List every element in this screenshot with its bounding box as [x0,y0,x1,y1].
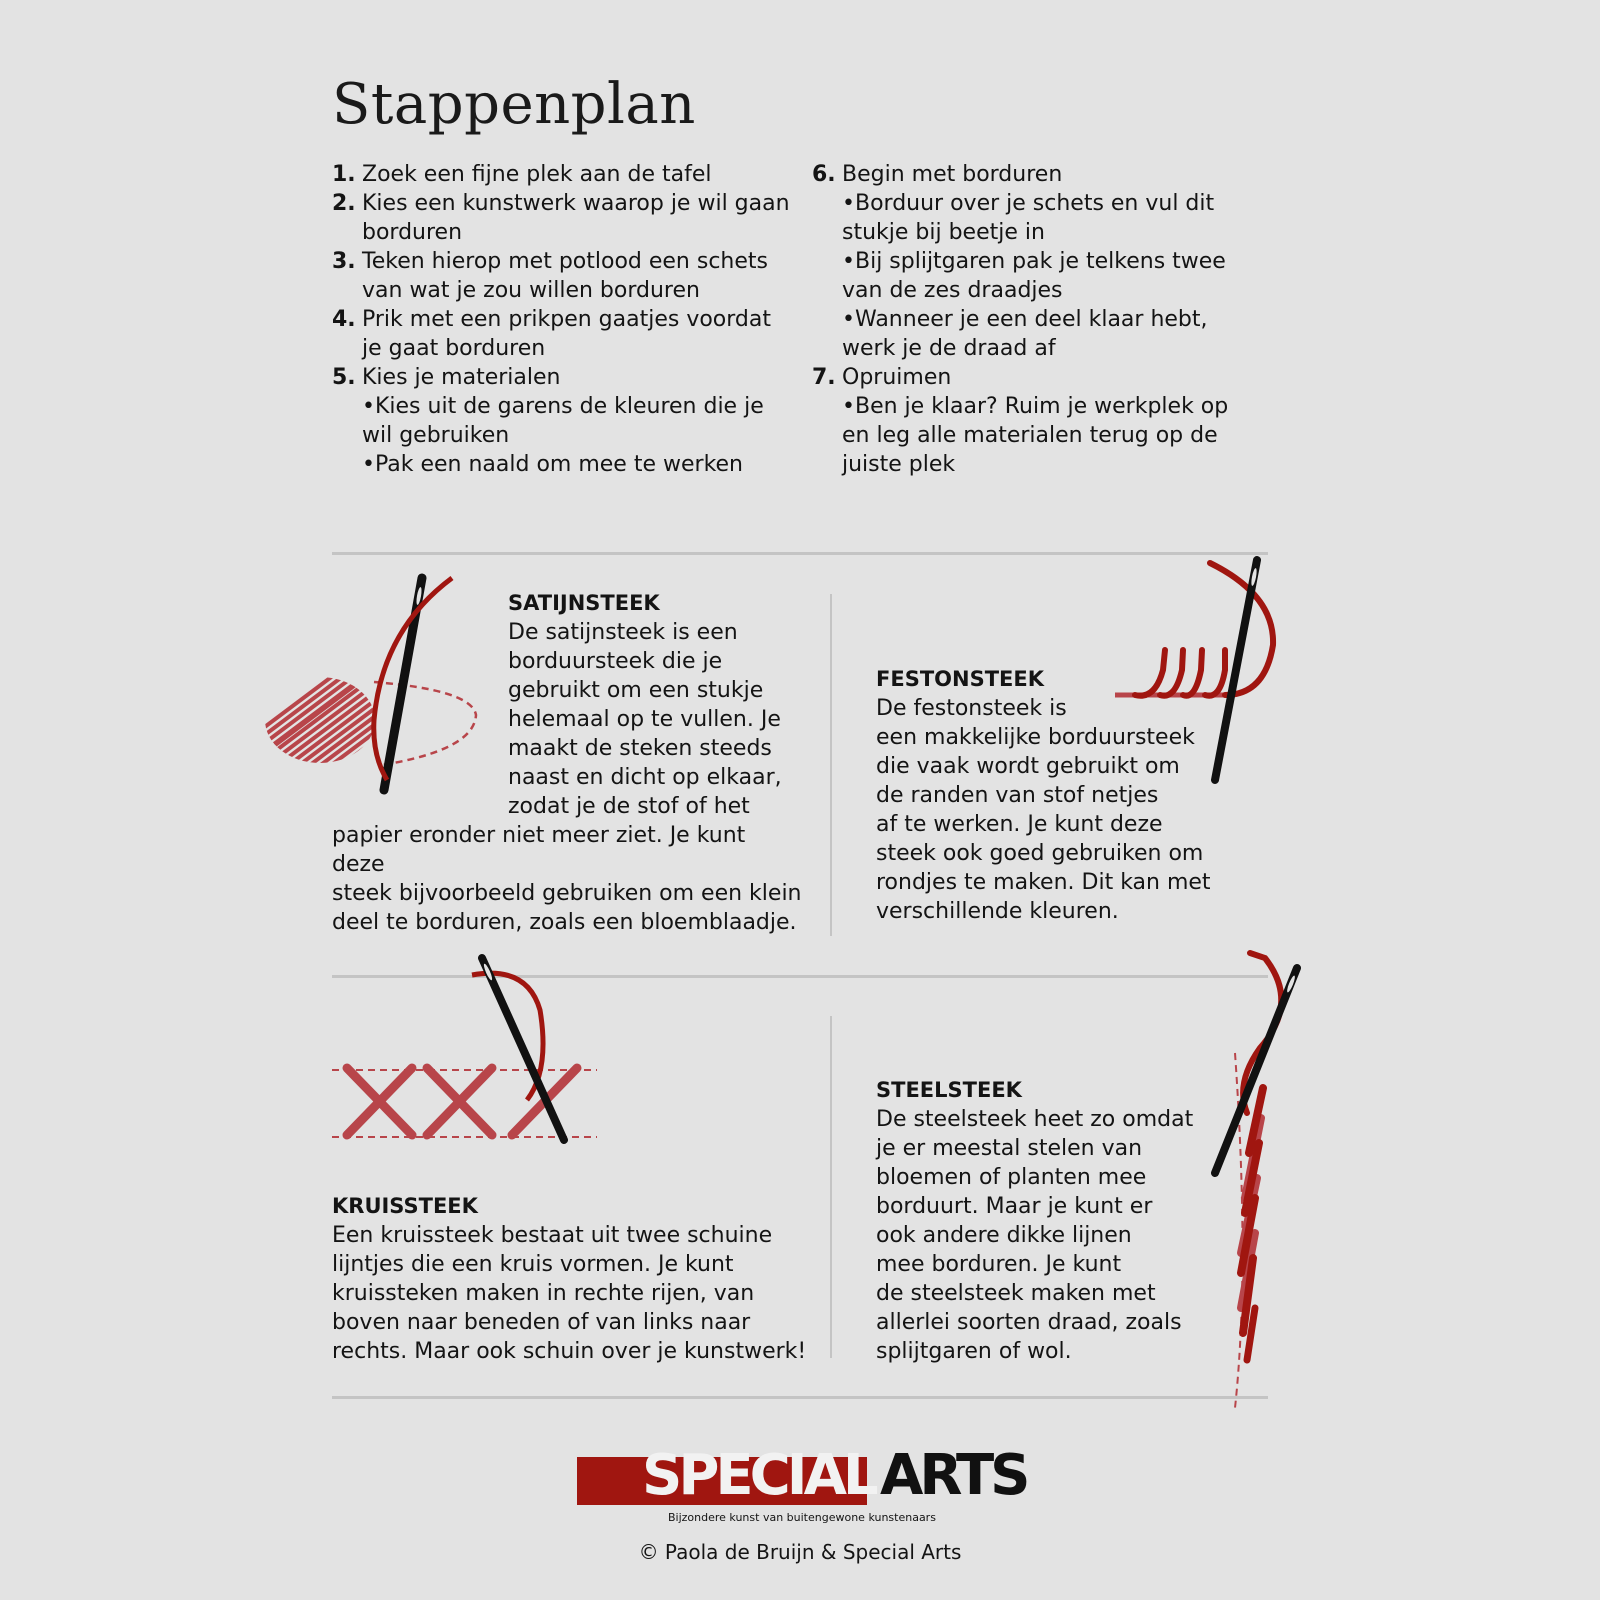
bullet-dot-icon: • [362,394,375,419]
logo-tagline: Bijzondere kunst van buitengewone kunstenaars [668,1511,936,1524]
stem-text-line: ook andere dikke lijnen [876,1223,1132,1248]
satin-stitch-icon [262,570,492,810]
stem-text-line: splijtgaren of wol. [876,1339,1072,1364]
bullet-dot-icon: • [842,191,855,216]
step-bullet [842,189,1232,247]
step-bullet [842,392,1232,479]
stem-text-line: De steelsteek heet zo omdat [876,1107,1194,1132]
step-bullet [362,450,792,479]
satin-stitch-text-narrow [508,618,808,821]
step-body [842,160,1232,363]
bullet-dot-icon: • [842,249,855,274]
step-body [362,189,792,247]
step-text: Prik met een prikpen gaatjes voordat je gaat borduren [362,307,771,361]
blanket-text-line: die vaak wordt gebruikt om [876,754,1180,779]
step-number: 4. [332,307,356,332]
bullet-dot-icon: • [842,307,855,332]
stem-stitch-icon [1205,948,1305,1418]
step-number: 2. [332,191,356,216]
satin-text-line: naast en dicht op elkaar, [508,765,782,790]
blanket-text-line: een makkelijke borduursteek [876,725,1195,750]
satin-text-line: borduursteek die je [508,649,723,674]
logo-arts: ARTS [880,1443,1027,1508]
stem-text-line: allerlei soorten draad, zoals [876,1310,1182,1335]
step-number: 3. [332,249,356,274]
bullet-dot-icon: • [362,452,375,477]
stem-text-line: bloemen of planten mee [876,1165,1147,1190]
satin-stitch-title: SATIJNSTEEK [508,591,660,615]
satin-text-line: maakt de steken steeds [508,736,772,761]
step-text: Teken hierop met potlood een schets van wat je zou willen borduren [362,249,768,303]
step-number: 7. [812,365,836,390]
step-bullet-text: Kies uit de garens de kleuren die je wil gebruiken [362,394,764,448]
divider-vertical-bottom [830,1016,832,1358]
cross-stitch-title: KRUISSTEEK [332,1194,478,1218]
blanket-text-line: De festonsteek is [876,696,1067,721]
divider-bottom [332,1396,1268,1399]
step-text: Begin met borduren [842,162,1063,187]
stem-text-line: borduurt. Maar je kunt er [876,1194,1153,1219]
satin-stitch-text-wide [332,821,802,937]
step-bullet-text: Pak een naald om mee te werken [374,452,744,477]
step-bullet [842,247,1232,305]
step-body [362,160,792,189]
blanket-text-line: verschillende kleuren. [876,899,1119,924]
step-bullet-text: Bij splijtgaren pak je telkens twee van de zes draadjes [842,249,1226,303]
steps-list-right [812,160,1232,479]
satin-text-line: gebruikt om een stukje [508,678,764,703]
cross-stitch-icon [332,950,602,1150]
logo-special: SPECIAL [642,1443,875,1508]
cross-text-line: boven naar beneden of van links naar [332,1310,751,1335]
blanket-text-line: af te werken. Je kunt deze [876,812,1163,837]
step-item [332,247,792,305]
satin-text-line: steek bijvoorbeeld gebruiken om een klein [332,881,802,906]
satin-text-line: deel te borduren, zoals een bloemblaadje. [332,910,797,935]
cross-text-line: Een kruissteek bestaat uit twee schuine [332,1223,773,1248]
step-bullet-text: Wanneer je een deel klaar hebt, werk je de draad af [842,307,1208,361]
step-item [332,160,792,189]
step-body [362,363,792,479]
step-text: Opruimen [842,365,952,390]
steps-list-left [332,160,792,479]
step-body [842,363,1232,479]
blanket-text-line: de randen van stof netjes [876,783,1159,808]
stem-text-line: de steelsteek maken met [876,1281,1156,1306]
step-item [332,305,792,363]
step-item [332,363,792,479]
step-text: Kies je materialen [362,365,561,390]
step-text: Kies een kunstwerk waarop je wil gaan borduren [362,191,790,245]
step-item [812,363,1232,479]
satin-text-line: papier eronder niet meer ziet. Je kunt deze [332,823,746,877]
satin-text-line: helemaal op te vullen. Je [508,707,781,732]
step-bullet-text: Ben je klaar? Ruim je werkplek op en leg alle materialen terug op de juiste plek [842,394,1229,477]
step-bullet [362,392,792,450]
step-body [362,247,792,305]
bullet-dot-icon: • [842,394,855,419]
step-bullet [842,305,1232,363]
satin-text-line: De satijnsteek is een [508,620,738,645]
step-number: 6. [812,162,836,187]
step-number: 1. [332,162,356,187]
stem-text-line: je er meestal stelen van [876,1136,1143,1161]
cross-text-line: rechts. Maar ook schuin over je kunstwerk! [332,1339,807,1364]
cross-text-line: lijntjes die een kruis vormen. Je kunt [332,1252,734,1277]
blanket-stitch-text [876,694,1236,926]
page-title: Stappenplan [332,72,696,137]
copyright: © Paola de Bruijn & Special Arts [638,1540,962,1564]
step-body [362,305,792,363]
step-bullet-text: Borduur over je schets en vul dit stukje bij beetje in [842,191,1215,245]
blanket-stitch-title: FESTONSTEEK [876,667,1044,691]
cross-stitch-text [332,1221,812,1366]
cross-text-line: kruissteken maken in rechte rijen, van [332,1281,755,1306]
blanket-text-line: steek ook goed gebruiken om [876,841,1204,866]
stem-text-line: mee borduren. Je kunt [876,1252,1122,1277]
stem-stitch-title: STEELSTEEK [876,1078,1022,1102]
step-number: 5. [332,365,356,390]
step-item [812,160,1232,363]
satin-text-line: zodat je de stof of het [508,794,750,819]
stem-stitch-text [876,1105,1216,1366]
step-item [332,189,792,247]
step-text: Zoek een fijne plek aan de tafel [362,162,712,187]
blanket-text-line: rondjes te maken. Dit kan met [876,870,1211,895]
divider-vertical-top [830,594,832,936]
